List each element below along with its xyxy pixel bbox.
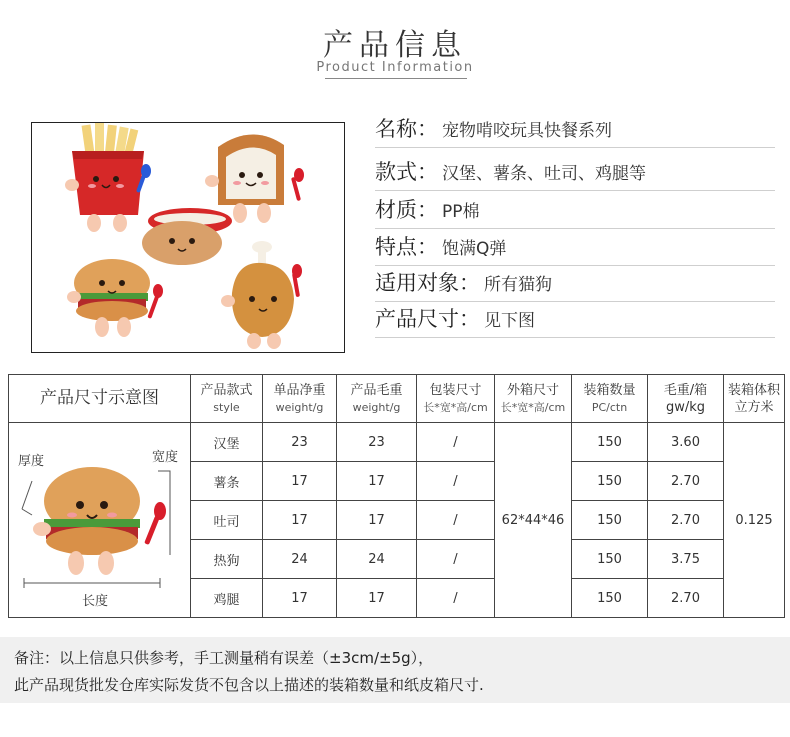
cell-quantity: 150: [572, 540, 648, 579]
info-label: 款式：: [375, 160, 438, 184]
cell-package-size: /: [417, 462, 495, 501]
col-header-volume: 装箱体积 立方米: [724, 375, 785, 423]
info-row-material: [375, 193, 775, 229]
info-row-target: [375, 266, 775, 302]
cell-volume: 0.125: [724, 423, 785, 618]
info-label: 产品尺寸：: [375, 307, 480, 331]
cell-style: 吐司: [191, 501, 263, 540]
product-photo-illustration: [32, 123, 345, 353]
info-row-feature: [375, 230, 775, 266]
table-header-row: [9, 375, 785, 423]
cell-gross-per-carton: 2.70: [648, 579, 724, 618]
col-header-net-weight: 单品净重 weight/g: [263, 375, 337, 423]
cell-net-weight: 17: [263, 579, 337, 618]
table-row: [9, 423, 785, 462]
cell-style: 汉堡: [191, 423, 263, 462]
size-diagram-illustration: [10, 423, 190, 613]
cell-quantity: 150: [572, 501, 648, 540]
info-value: 汉堡、薯条、吐司、鸡腿等: [442, 164, 646, 184]
toast-plush: [205, 134, 304, 223]
hotdog-plush: [142, 208, 232, 265]
cell-package-size: /: [417, 579, 495, 618]
info-label: 名称：: [375, 117, 438, 141]
size-diagram: [9, 423, 191, 618]
cell-package-size: /: [417, 423, 495, 462]
cell-net-weight: 17: [263, 462, 337, 501]
cell-style: 薯条: [191, 462, 263, 501]
info-row-style: [375, 155, 775, 191]
col-header-gross-per-carton: 毛重/箱 gw/kg: [648, 375, 724, 423]
cell-style: 鸡腿: [191, 579, 263, 618]
cell-package-size: /: [417, 501, 495, 540]
product-photo: [31, 122, 345, 353]
fries-plush: [65, 123, 151, 232]
col-header-quantity: 装箱数量 PC/ctn: [572, 375, 648, 423]
info-label: 适用对象：: [375, 271, 480, 295]
info-value: 饱满Q弹: [442, 239, 507, 259]
cell-net-weight: 24: [263, 540, 337, 579]
cell-quantity: 150: [572, 579, 648, 618]
burger-plush: [67, 259, 163, 337]
page-subtitle: Product Information: [316, 60, 474, 75]
col-header-gross-weight: 产品毛重 weight/g: [337, 375, 417, 423]
cell-quantity: 150: [572, 462, 648, 501]
cell-net-weight: 23: [263, 423, 337, 462]
cell-gross-per-carton: 2.70: [648, 462, 724, 501]
chicken-leg-plush: [221, 241, 302, 349]
info-value: 所有猫狗: [484, 275, 552, 295]
info-value: 见下图: [484, 311, 535, 331]
remark-box: [0, 637, 790, 703]
cell-gross-weight: 17: [337, 579, 417, 618]
info-value: 宠物啃咬玩具快餐系列: [442, 121, 612, 141]
cell-gross-weight: 24: [337, 540, 417, 579]
cell-net-weight: 17: [263, 501, 337, 540]
col-header-carton-size: 外箱尺寸 长*宽*高/cm: [495, 375, 572, 423]
cell-gross-per-carton: 3.75: [648, 540, 724, 579]
page-title: 产品信息: [323, 28, 467, 63]
cell-carton-size: 62*44*46: [495, 423, 572, 618]
info-row-size: [375, 302, 775, 338]
info-row-name: [375, 112, 775, 148]
subtitle-underline: [325, 78, 467, 79]
info-label: 特点：: [375, 235, 438, 259]
cell-quantity: 150: [572, 423, 648, 462]
col-header-style: 产品款式 style: [191, 375, 263, 423]
col-header-diagram: 产品尺寸示意图: [9, 375, 191, 423]
cell-gross-weight: 23: [337, 423, 417, 462]
cell-gross-per-carton: 3.60: [648, 423, 724, 462]
cell-gross-weight: 17: [337, 501, 417, 540]
info-label: 材质：: [375, 198, 438, 222]
cell-gross-per-carton: 2.70: [648, 501, 724, 540]
col-header-package-size: 包装尺寸 长*宽*高/cm: [417, 375, 495, 423]
info-value: PP棉: [442, 202, 480, 222]
cell-style: 热狗: [191, 540, 263, 579]
remark-line-1: 备注：以上信息只供参考，手工测量稍有误差（±3cm/±5g），: [14, 649, 434, 667]
spec-table: [8, 374, 785, 618]
width-label: 宽度: [151, 450, 178, 465]
cell-gross-weight: 17: [337, 462, 417, 501]
remark-line-2: 此产品现货批发仓库实际发货不包含以上描述的装箱数量和纸皮箱尺寸.: [14, 676, 484, 694]
length-label: 长度: [81, 594, 108, 609]
cell-package-size: /: [417, 540, 495, 579]
thickness-label: 厚度: [17, 454, 44, 469]
